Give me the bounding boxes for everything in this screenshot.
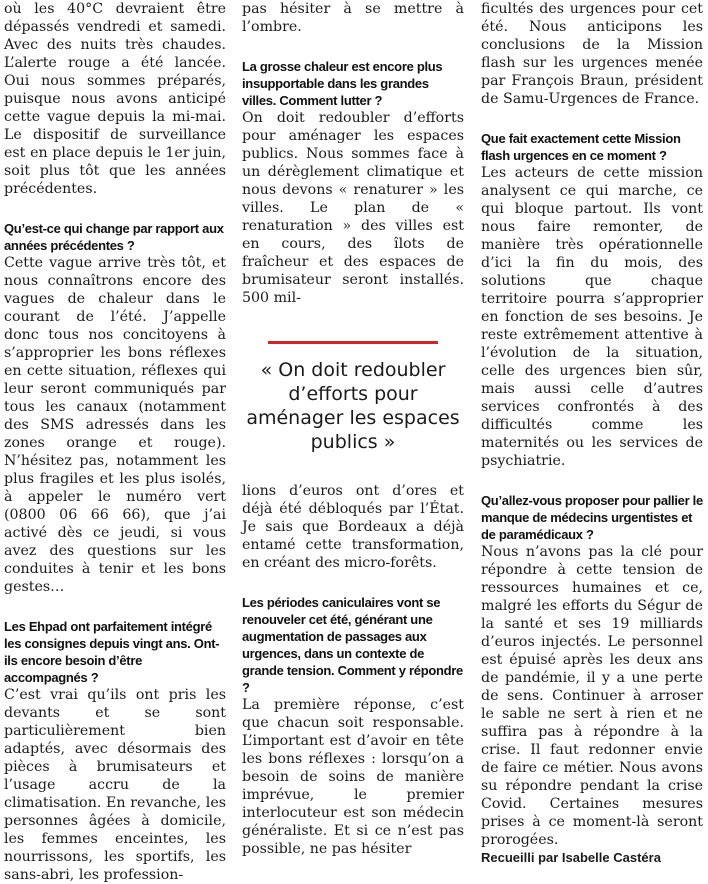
interview-question: Qu’est-ce qui change par rapport aux années précédentes ? — [4, 221, 224, 253]
article-column-2 — [242, 0, 464, 857]
paragraph: On doit redoubler d’efforts pour aménager les espaces publics. Nous sommes face à un dérèglement climatique et nous devons « renaturer » les villes. Le plan de « renaturation » des villes est en cours, des îlots de fraîcheur et des espaces de brumisateur seront installés. 500 mil- — [242, 110, 464, 306]
interview-question: Qu’allez-vous proposer pour pallier le manque de médecins urgentistes et de paramédicaux ? — [481, 493, 703, 542]
paragraph: pas hésiter à se mettre à l’ombre. — [242, 1, 464, 35]
byline: Recueilli par Isabelle Castéra — [481, 850, 661, 865]
paragraph: lions d’euros ont d’ores et déjà été débloqués par l’État. Je sais que Bordeaux a déjà entamé cette transformation, en créant des micro-forêts. — [242, 483, 464, 571]
article-column-3 — [481, 0, 703, 865]
article-column-1 — [4, 0, 226, 883]
paragraph: où les 40°C devraient être dépassés vendredi et samedi. Avec des nuits très chaudes. L’alerte rouge a été lancée. Oui nous sommes préparés, puisque nous avons anticipé cette vague depuis la mi-mai. Le dispositif de surveillance est en place depuis le 1er juin, soit plus tôt que les années précédentes. — [4, 1, 226, 197]
interview-question: Que fait exactement cette Mission flash urgences en ce moment ? — [481, 131, 681, 163]
paragraph: Les acteurs de cette mission analysent ce qui marche, ce qui bloque partout. Ils vont nous faire remonter, de manière très opérationnelle d’ici la fin du mois, des solutions que chaque territoire pourra s’approprier en fonction de ses besoins. Je reste extrêmement attentive à l’évolution de la situation, celle des urgences bien sûr, mais aussi celle d’autres services confrontés à des difficultés comme les maternités ou les services de psychiatrie. — [481, 165, 703, 469]
pull-quote — [246, 341, 460, 454]
paragraph: ficultés des urgences pour cet été. Nous anticipons les conclusions de la Mission flash sur les urgences menée par François Braun, président de Samu-Urgences de France. — [481, 1, 703, 107]
paragraph: C’est vrai qu’ils ont pris les devants et se sont particulièrement bien adaptés, avec désormais des pièces à brumisateurs et l’usage accru de la climatisation. En revanche, les personnes âgées à domicile, les femmes enceintes, les nourrissons, les sportifs, les sans-abri, les profession- — [4, 687, 226, 883]
interview-question: Les périodes caniculaires vont se renouveler cet été, générant une augmentation de passages aux urgences, dans un contexte de grande tension. Comment y répondre ? — [242, 595, 463, 695]
interview-question: La grosse chaleur est encore plus insupportable dans les grandes villes. Comment lutter ? — [242, 59, 443, 108]
paragraph: La première réponse, c’est que chacun soit responsable. L’important est d’avoir en tête les bons réflexes : lorsqu’on a besoin de soins de manière imprévue, le premier interlocuteur est son médecin généraliste. Et si ce n’est pas possible, ne pas hésiter — [242, 697, 464, 857]
pull-quote-text: « On doit redoubler d’efforts pour aménager les espaces publics » — [246, 359, 460, 453]
paragraph: Nous n’avons pas la clé pour répondre à cette tension de ressources humaines et ce, malgré les efforts du Ségur de la santé et ses 19 milliards d’euros injectés. Le personnel est épuisé après les deux ans de pandémie, il y a une perte de sens. Continuer à arroser le sable ne sert à rien et ne suffira pas à répondre à la crise. Il faut redonner envie de faire ce métier. Nous avons su répondre pendant la crise Covid. Certaines mesures prises à ce moment-là seront prorogées. — [481, 544, 703, 848]
interview-question: Les Ehpad ont parfaitement intégré les consignes depuis vingt ans. Ont-ils encore besoin d’être accompagnés ? — [4, 619, 220, 685]
paragraph: Cette vague arrive très tôt, et nous connaîtrons encore des vagues de chaleur dans le courant de l’été. J’appelle donc tous nos concitoyens à s’approprier les bons réflexes en cette situation, réflexes qui leur seront communiqués par tous les canaux (notamment des SMS adressés dans les zones orange et rouge). N’hésitez pas, notamment les plus fragiles et les plus isolés, à appeler le numéro vert (0800 06 66 66), que j’ai activé dès ce jeudi, si vous avez des questions sur les conduites à tenir et les bons gestes… — [4, 255, 226, 595]
